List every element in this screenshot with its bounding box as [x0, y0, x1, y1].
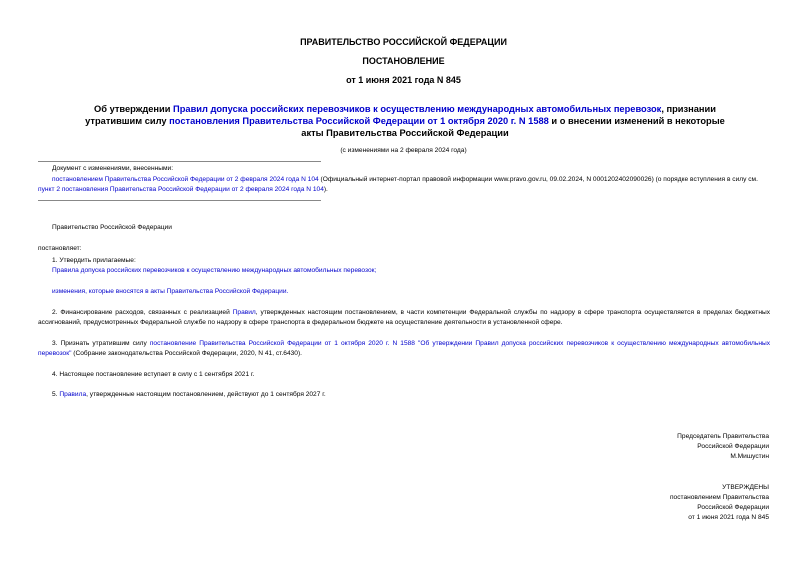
signature-block [677, 432, 769, 462]
document-title [80, 103, 730, 139]
link-approved-rules[interactable]: Правила допуска российских перевозчиков к осуществлению международных автомобильных перевозок; [52, 267, 377, 274]
changes-label: Документ с изменениями, внесенными: [52, 165, 174, 172]
paragraph-1: 1. Утвердить прилагаемые: [52, 257, 136, 264]
paragraph-3: 3. Признать утратившим силу постановление Правительства Российской Федерации от 1 октября 2020 г. N 1588 "Об утверждении Правил допуска российских перевозчиков к осуществлению международных автомобильных перевозок" (Собрание законодательства Российской Федерации, 2020, N 41, ст.6430). [38, 340, 771, 357]
paragraph-4: 4. Настоящее постановление вступает в силу с 1 сентября 2021 г. [52, 371, 255, 378]
paragraph-5: 5. Правила, утвержденные настоящим постановлением, действуют до 1 сентября 2027 г. [52, 391, 326, 398]
approved-org: Российской Федерации [697, 504, 769, 511]
changes-top-divider [38, 161, 321, 162]
approved-date: от 1 июня 2021 года N 845 [688, 514, 769, 521]
resolves-line: постановляет: [38, 245, 82, 252]
document-date-number: от 1 июня 2021 года N 845 [346, 75, 461, 85]
signature-org: Российской Федерации [697, 443, 769, 450]
approved-by: постановлением Правительства [669, 494, 769, 501]
approved-block [670, 483, 769, 523]
link-rules-p5[interactable]: Правила [59, 391, 87, 398]
title-mid: , признании утратившим силу [85, 104, 716, 126]
signature-name: М.Мишустин [730, 453, 769, 460]
title-suffix: и о внесении изменений в некоторые акты Правительства Российской Федерации [301, 116, 725, 138]
link-rules-p2[interactable]: Правил [232, 309, 256, 316]
changes-bottom-divider [38, 200, 321, 201]
revision-note: (с изменениями на 2 февраля 2024 года) [340, 147, 467, 154]
title-link-rules[interactable]: Правил допуска российских перевозчиков к осуществлению международных автомобильных перевозок [173, 104, 662, 114]
government-heading: ПРАВИТЕЛЬСТВО РОССИЙСКОЙ ФЕДЕРАЦИИ [300, 37, 507, 47]
government-line: Правительство Российской Федерации [52, 224, 172, 231]
signature-title: Председатель Правительства [677, 433, 769, 440]
link-amendments[interactable]: изменения, которые вносятся в акты Правительства Российской Федерации. [52, 288, 289, 295]
changes-link-resolution-104[interactable]: постановлением Правительства Российской Федерации от 2 февраля 2024 года N 104 [52, 176, 319, 183]
link-resolution-1588-p3[interactable]: постановление Правительства Российской Федерации от 1 октября 2020 г. N 1588 "Об утверждении Правил допуска российских перевозчиков к осуществлению международных автомобильных перевозок" [38, 340, 771, 357]
changes-text: постановлением Правительства Российской Федерации от 2 февраля 2024 года N 104 (Официальный интернет-портал правовой информации www.pravo.gov.ru, 09.02.2024, N 0001202402090026) (о порядке вступления в силу см. пункт 2 постановления Правительства Российской Федерации от 2 февраля 2024 года N 104). [38, 176, 758, 193]
approved-heading: УТВЕРЖДЕНЫ [722, 484, 769, 491]
document-type: ПОСТАНОВЛЕНИЕ [362, 56, 445, 66]
title-prefix: Об утверждении [94, 104, 174, 114]
title-link-resolution-1588[interactable]: постановления Правительства Российской Федерации от 1 октября 2020 г. N 1588 [169, 116, 549, 126]
changes-link-item-2[interactable]: пункт 2 постановления Правительства Российской Федерации от 2 февраля 2024 года N 104 [38, 186, 324, 193]
paragraph-2: 2. Финансирование расходов, связанных с реализацией Правил, утвержденных настоящим постановлением, в части компетенции Федеральной службы по надзору в сфере транспорта осуществляется в пределах бюджетных ассигнований, предусмотренных Федеральной службе по надзору в сфере транспорта в федеральном бюджете на осуществление деятельности в установленной сфере. [38, 309, 770, 326]
